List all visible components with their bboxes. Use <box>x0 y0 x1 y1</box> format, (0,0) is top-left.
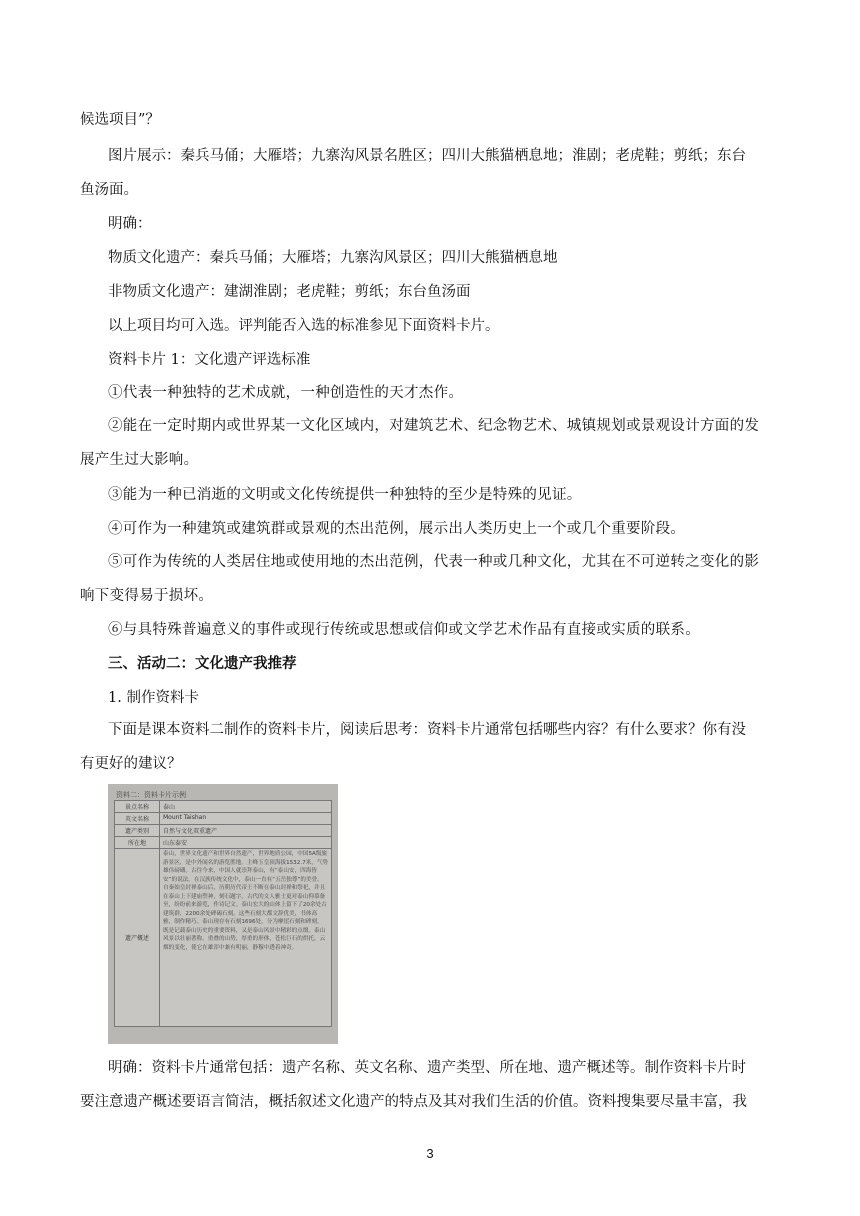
criterion-6: ⑥与具特殊普遍意义的事件或现行传统或思想或信仰或文学艺术作品有直接或实质的联系。 <box>108 622 700 638</box>
card1-title: 资料卡片 1：文化遗产评选标准 <box>108 352 311 368</box>
picture-list-line-1: 图片展示：秦兵马俑；大雁塔；九寨沟风景名胜区；四川大熊猫栖息地；淮剧；老虎鞋；剪纸；东台 <box>108 148 746 164</box>
photo-header: 资料二：资料卡片示例 <box>116 791 186 799</box>
row-key: 景点名称 <box>115 801 160 813</box>
page-number: 3 <box>426 1146 434 1161</box>
table-row <box>115 813 332 825</box>
criterion-2-line-2: 展产生过大影响。 <box>80 452 199 468</box>
intangible-heritage: 非物质文化遗产：建湖淮剧；老虎鞋；剪纸；东台鱼汤面 <box>108 284 471 300</box>
section-heading: 三、活动二：文化遗产我推荐 <box>108 656 297 672</box>
row-value: 泰山，世界文化遗产和世界自然遗产，世界地质公园，中国5A级旅游景区，是中外闻名的游览胜地。主峰玉皇顶海拔1532.7米，气势雄伟磅礴。古往今来，中国人就崇拜泰山，有“泰山安，四海皆安”的说法。在汉族传统文化中，泰山一直有“五岳独尊”的美誉。自秦始皇封禅泰山后，历朝历代帝王不断在泰山封禅和祭祀，并且在泰山上下建庙塑神，刻石题字。古代的文人雅士更对泰山仰慕备至，纷纷前来游览，作诗记文。泰山宏大的山体上留下了20余处古建筑群，2200余处碑碣石刻。这些石刻大都文辞优美，书体高雅，制作精巧。泰山现存有石刻1696处，分为摩崖石刻和碑刻，既是记载泰山历史的重要资料，又是泰山风景中精彩的点缀。泰山风景以壮丽著称。重叠的山势，厚重的形体，苍松巨石的烘托，云烟的变化，使它在雄浑中兼有明丽，静穆中透着神奇。 <box>160 849 332 1027</box>
subsection-heading: 1. 制作资料卡 <box>108 690 199 706</box>
criterion-2-line-1: ②能在一定时期内或世界某一文化区域内，对建筑艺术、纪念物艺术、城镇规划或景观设计方面的发 <box>108 418 760 434</box>
question-line-2: 有更好的建议？ <box>80 756 182 772</box>
row-key: 英文名称 <box>115 813 160 825</box>
card-example-photo <box>108 784 338 1044</box>
table-row <box>115 849 332 1027</box>
selection-note: 以上项目均可入选。评判能否入选的标准参见下面资料卡片。 <box>108 318 500 334</box>
row-key: 遗产概述 <box>115 849 160 1027</box>
row-key: 遗产类别 <box>115 825 160 837</box>
criterion-4: ④可作为一种建筑或建筑群或景观的杰出范例，展示出人类历史上一个或几个重要阶段。 <box>108 521 686 537</box>
row-value: 自然与文化双重遗产 <box>160 825 332 837</box>
criterion-5-line-2: 响下变得易于损坏。 <box>80 588 214 604</box>
row-value: 山东泰安 <box>160 837 332 849</box>
tangible-heritage: 物质文化遗产：秦兵马俑；大雁塔；九寨沟风景区；四川大熊猫栖息地 <box>108 250 558 266</box>
card-example-table <box>114 800 332 1027</box>
line-continuation: 候选项目”？ <box>80 112 160 128</box>
criterion-3: ③能为一种已消逝的文明或文化传统提供一种独特的至少是特殊的见证。 <box>108 487 582 503</box>
answer-line-2: 要注意遗产概述要语言简洁，概括叙述文化遗产的特点及其对我们生活的价值。资料搜集要尽量丰富，我 <box>80 1094 747 1110</box>
clarify-label: 明确： <box>108 216 152 232</box>
picture-list-line-2: 鱼汤面。 <box>80 182 138 198</box>
row-value: Mount Taishan <box>160 813 332 825</box>
row-value: 泰山 <box>160 801 332 813</box>
table-row <box>115 801 332 813</box>
table-row <box>115 825 332 837</box>
question-line-1: 下面是课本资料二制作的资料卡片，阅读后思考：资料卡片通常包括哪些内容？有什么要求？你有没 <box>108 722 746 738</box>
answer-line-1: 明确：资料卡片通常包括：遗产名称、英文名称、遗产类型、所在地、遗产概述等。制作资料卡片时 <box>108 1060 746 1076</box>
row-key: 所在地 <box>115 837 160 849</box>
criterion-1: ①代表一种独特的艺术成就，一种创造性的天才杰作。 <box>108 385 464 401</box>
criterion-5-line-1: ⑤可作为传统的人类居住地或使用地的杰出范例，代表一种或几种文化，尤其在不可逆转之变化的影 <box>108 554 760 570</box>
table-row <box>115 837 332 849</box>
